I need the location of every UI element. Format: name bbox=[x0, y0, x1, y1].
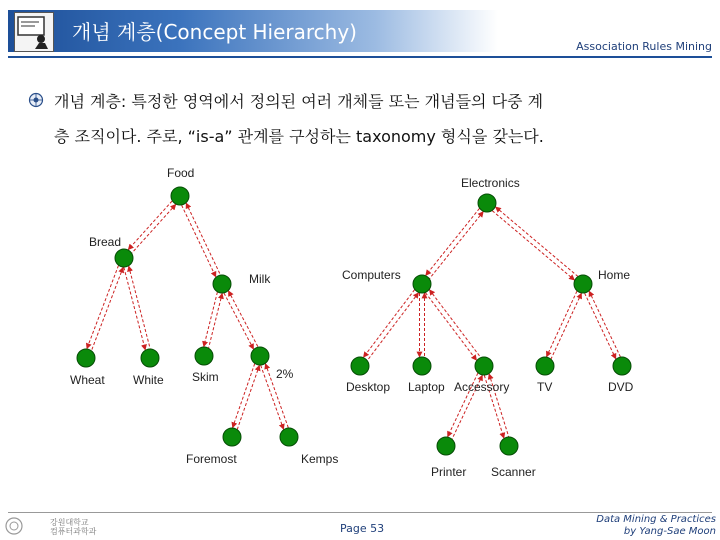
node-label-dvd: DVD bbox=[608, 380, 634, 394]
edge-bread-white bbox=[129, 266, 150, 349]
credit-line-1: Data Mining & Practices bbox=[596, 514, 716, 525]
node-label-computers: Computers bbox=[342, 268, 401, 282]
edge-bread-wheat bbox=[92, 267, 124, 350]
node-wheat bbox=[77, 349, 95, 367]
footer-credit bbox=[596, 514, 716, 538]
node-label-white: White bbox=[133, 373, 164, 387]
university-line-1: 강원대학교 bbox=[50, 518, 89, 527]
node-label-skim: Skim bbox=[192, 370, 219, 384]
node-label-bread: Bread bbox=[89, 235, 122, 249]
edge-electronics-home bbox=[492, 211, 574, 280]
node-electronics bbox=[478, 194, 496, 212]
edge-electronics-computers bbox=[430, 212, 484, 279]
node-label-tv: TV bbox=[537, 380, 553, 394]
edge-home-dvd bbox=[585, 293, 616, 359]
node-label-laptop: Laptop bbox=[408, 380, 445, 394]
edge-bread-white bbox=[124, 267, 145, 350]
node-computers bbox=[413, 275, 431, 293]
page-number: Page 53 bbox=[340, 522, 385, 535]
edge-computers-accessory bbox=[425, 293, 476, 361]
node-bread bbox=[115, 249, 133, 267]
edge-food-bread bbox=[128, 201, 172, 250]
body-text-line-2: 층 조직이다. 주로, “is-a” 관계를 구성하는 taxonomy 형식을 갖는다. bbox=[54, 127, 544, 146]
edge-food-milk bbox=[186, 203, 220, 275]
node-label-home: Home bbox=[598, 268, 631, 282]
edge-milk-two bbox=[224, 293, 254, 349]
node-dvd bbox=[613, 357, 631, 375]
edge-food-milk bbox=[182, 205, 216, 277]
node-label-food: Food bbox=[167, 166, 195, 180]
edge-home-tv bbox=[547, 291, 577, 357]
edge-computers-desktop bbox=[367, 293, 418, 361]
node-label-electronics: Electronics bbox=[461, 176, 520, 190]
node-desktop bbox=[351, 357, 369, 375]
node-printer bbox=[437, 437, 455, 455]
university-logo-icon bbox=[4, 516, 46, 536]
university-name bbox=[50, 518, 96, 536]
edge-two-foremost bbox=[237, 365, 259, 429]
node-laptop bbox=[413, 357, 431, 375]
credit-line-2: by Yang-Sae Moon bbox=[623, 526, 716, 537]
node-scanner bbox=[500, 437, 518, 455]
edge-food-bread bbox=[132, 204, 176, 253]
node-food bbox=[171, 187, 189, 205]
edge-milk-skim bbox=[209, 293, 223, 348]
node-label-accessory: Accessory bbox=[454, 380, 510, 394]
node-milk bbox=[213, 275, 231, 293]
node-home bbox=[574, 275, 592, 293]
node-two bbox=[251, 347, 269, 365]
edge-home-tv bbox=[551, 293, 581, 359]
body-text-line-1: 개념 계층: 특정한 영역에서 정의된 여러 개체들 또는 개념들의 다중 계 bbox=[54, 92, 544, 111]
node-label-foremost: Foremost bbox=[186, 452, 237, 466]
page-title: 개념 계층(Concept Hierarchy) bbox=[72, 20, 357, 44]
edge-computers-accessory bbox=[429, 290, 480, 358]
edge-two-foremost bbox=[233, 364, 255, 428]
edge-computers-desktop bbox=[363, 290, 414, 358]
edge-electronics-computers bbox=[426, 208, 480, 275]
node-accessory bbox=[475, 357, 493, 375]
edge-milk-two bbox=[228, 291, 258, 347]
node-label-milk: Milk bbox=[249, 272, 271, 286]
node-label-scanner: Scanner bbox=[491, 465, 536, 479]
node-label-wheat: Wheat bbox=[70, 373, 105, 387]
node-tv bbox=[536, 357, 554, 375]
node-label-desktop: Desktop bbox=[346, 380, 391, 394]
node-label-printer: Printer bbox=[431, 465, 467, 479]
node-kemps bbox=[280, 428, 298, 446]
node-skim bbox=[195, 347, 213, 365]
node-white bbox=[141, 349, 159, 367]
node-label-kemps: Kemps bbox=[301, 452, 339, 466]
university-line-2: 컴퓨터과학과 bbox=[50, 527, 97, 536]
node-foremost bbox=[223, 428, 241, 446]
edge-bread-wheat bbox=[87, 266, 119, 349]
node-label-two: 2% bbox=[276, 367, 294, 381]
footer-divider bbox=[8, 512, 712, 513]
edge-home-dvd bbox=[589, 291, 620, 357]
course-subtitle: Association Rules Mining bbox=[576, 40, 712, 53]
edge-electronics-home bbox=[495, 207, 577, 276]
